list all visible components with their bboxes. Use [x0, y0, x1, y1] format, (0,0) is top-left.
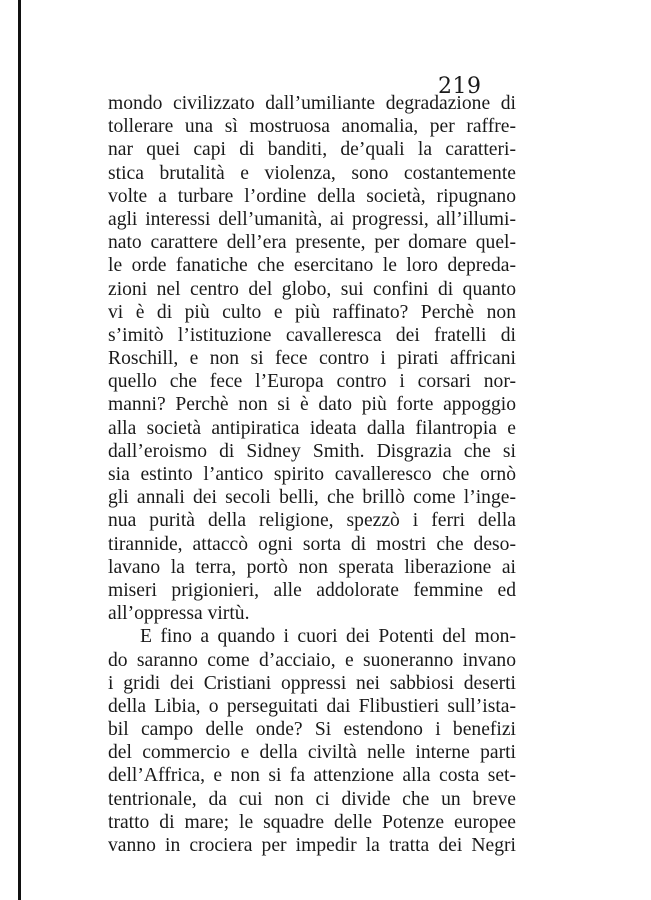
text-line: lavano la terra, portò non sperata liberazione ai — [108, 556, 516, 578]
text-line: della Libia, o perseguitati dai Flibustieri sull’istа- — [108, 695, 516, 717]
text-line: del commercio e della civiltà nelle interne parti — [108, 742, 516, 764]
body-text — [108, 92, 516, 857]
text-line: tirannide, attaccò ogni sorta di mostri che deso- — [108, 533, 516, 555]
page-left-edge — [18, 0, 21, 900]
text-line: nua purità della religione, spezzò i ferri della — [108, 510, 516, 532]
text-line: dell’Affrica, e non si fa attenzione alla costa set- — [108, 765, 516, 787]
text-line: vi è di più culto e più raffinato? Perchè non — [108, 301, 516, 323]
text-line: tollerare una sì mostruosa anomalia, per raffre- — [108, 116, 516, 138]
text-line: mondo civilizzato dall’umiliante degradazione di — [108, 93, 516, 114]
text-line: tratto di mare; le squadre delle Potenze europee — [108, 811, 516, 833]
text-line: sia estinto l’antico spirito cavalleresco che ornò — [108, 464, 516, 485]
text-line: le orde fanatiche che esercitano le loro depreda- — [108, 255, 516, 277]
text-line: nar quei capi di banditi, de’quali la caratteri- — [108, 139, 516, 161]
paragraph-start-line: E fino a quando i cuori dei Potenti del mon- — [140, 626, 516, 648]
text-line: volte a turbare l’ordine della società, ripugnano — [108, 185, 516, 207]
text-line: manni? Perchè non si è dato più forte appoggio — [108, 394, 516, 416]
page-number: 219 — [438, 74, 482, 99]
text-line: nato carattere dell’era presente, per domare quel- — [108, 232, 516, 254]
text-line: s’imitò l’istituzione cavalleresca dei fratelli di — [108, 324, 516, 346]
text-line: Roschill, e non si fece contro i pirati affricani — [108, 348, 516, 370]
text-line: do saranno come d’acciaio, e suoneranno invano — [108, 649, 516, 671]
text-line: alla società antipiratica ideata dalla filantropia e — [108, 417, 516, 439]
paragraph-end-line: all’oppressa virtù. — [108, 603, 250, 625]
text-line: tentrionale, da cui non ci divide che un breve — [108, 788, 516, 810]
text-line: stica brutalità e violenza, sono costantemente — [108, 162, 516, 184]
text-line: zioni nel centro del globo, sui confini di quanto — [108, 278, 516, 300]
text-line: i gridi dei Cristiani oppressi nei sabbiosi deserti — [108, 672, 516, 694]
text-line: agli interessi dell’umanità, ai progressi, all’illumi- — [108, 208, 516, 230]
text-line: dall’eroismo di Sidney Smith. Disgrazia che si — [108, 440, 516, 462]
text-line: miseri prigionieri, alle addolorate femmine ed — [108, 579, 516, 601]
text-line: vanno in crociera per impedir la tratta dei Negri — [108, 835, 516, 856]
text-line: bil campo delle onde? Si estendono i benefizi — [108, 719, 516, 741]
text-line: gli annali dei secoli belli, che brillò come l’inge- — [108, 487, 516, 509]
text-line: quello che fece l’Europa contro i corsari nor- — [108, 371, 516, 393]
